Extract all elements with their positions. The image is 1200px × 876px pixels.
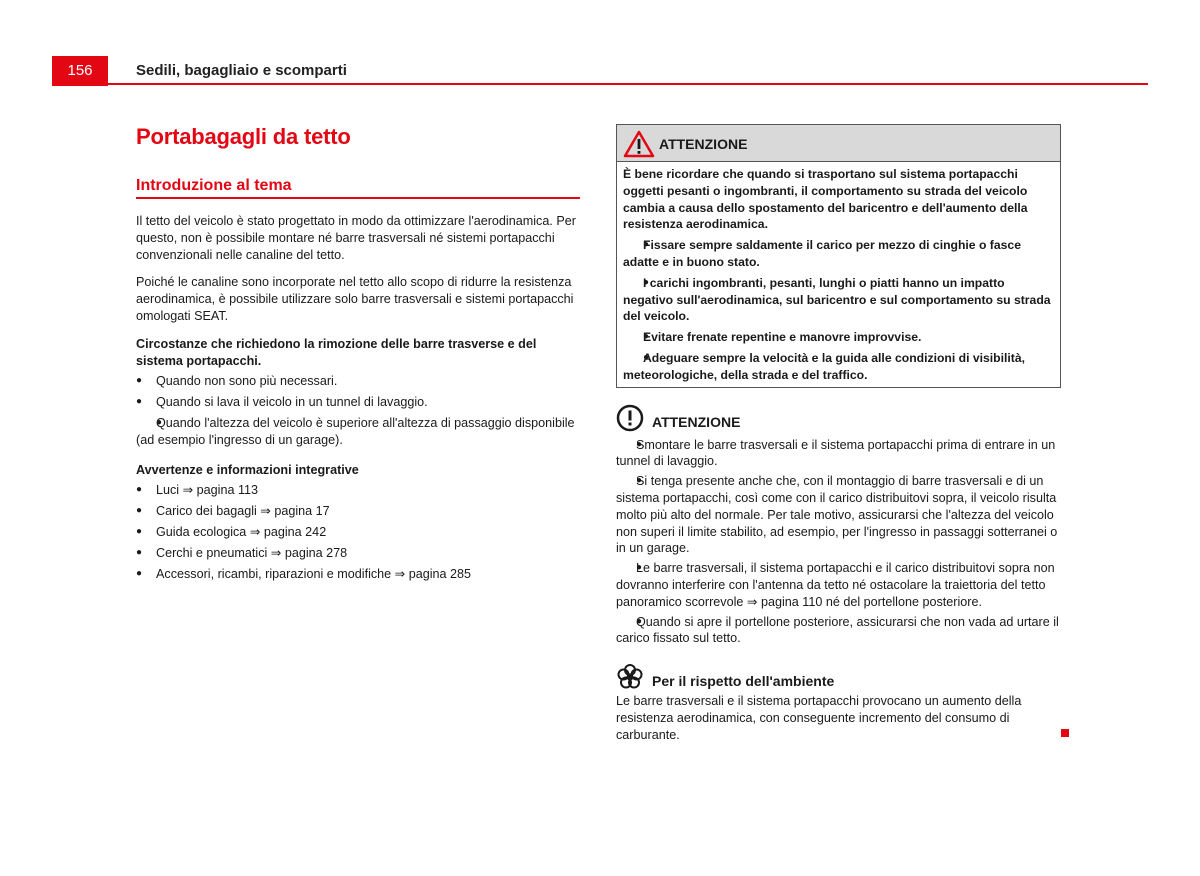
list-item: ● Quando si apre il portellone posteriore, assicurarsi che non vada ad urtare il carico fissato sul tetto. bbox=[616, 614, 1060, 648]
environment-section bbox=[616, 663, 1060, 743]
environment-header bbox=[616, 663, 1060, 693]
page-title: Portabagagli da tetto bbox=[136, 124, 351, 149]
list-item: ● Quando non sono più necessari. bbox=[136, 373, 580, 390]
removal-heading: Circostanze che richiedono la rimozione delle barre trasverse e del sistema portapacchi. bbox=[136, 336, 537, 368]
list-item: ● Quando l'altezza del veicolo è superiore all'altezza di passaggio disponibile (ad esempio l'ingresso di un garage). bbox=[136, 415, 580, 449]
list-item: ● Le barre trasversali, il sistema portapacchi e il carico distribuitovi sopra non dovranno interferire con l'antenna da tetto né ostacolare la traiettoria del tetto panoramico scorrevole ⇒ pagina 110 né del portellone posteriore. bbox=[616, 560, 1060, 610]
list-item: ● Accessori, ricambi, riparazioni e modifiche ⇒ pagina 285 bbox=[136, 566, 580, 583]
warning-title: ATTENZIONE bbox=[659, 136, 748, 152]
caution-title: ATTENZIONE bbox=[652, 413, 741, 430]
warning-list bbox=[623, 237, 1054, 383]
list-item: ● Fissare sempre saldamente il carico per mezzo di cinghie o fasce adatte e in buono stato. bbox=[623, 237, 1054, 271]
chapter-title: Sedili, bagagliaio e scomparti bbox=[136, 62, 347, 79]
list-item: ● Luci ⇒ pagina 113 bbox=[136, 482, 580, 499]
list-item: ● Guida ecologica ⇒ pagina 242 bbox=[136, 524, 580, 541]
right-column bbox=[616, 124, 1060, 744]
warning-body bbox=[617, 162, 1060, 387]
warning-box bbox=[616, 124, 1061, 388]
info-heading: Avvertenze e informazioni integrative bbox=[136, 462, 359, 477]
warning-header bbox=[617, 125, 1060, 162]
list-item: ● Carico dei bagagli ⇒ pagina 17 bbox=[136, 503, 580, 520]
exclamation-circle-icon bbox=[616, 404, 644, 432]
info-list bbox=[136, 482, 580, 582]
environment-title: Per il rispetto dell'ambiente bbox=[652, 673, 835, 690]
warning-triangle-icon bbox=[623, 130, 655, 158]
intro-paragraph-2: Poiché le canaline sono incorporate nel tetto allo scopo di ridurre la resistenza aerodinamica, è possibile utilizzare solo barre trasversali e sistemi portapacchi omologati SEAT. bbox=[136, 275, 574, 323]
list-item: ● Quando si lava il veicolo in un tunnel di lavaggio. bbox=[136, 394, 580, 411]
list-item: ● Smontare le barre trasversali e il sistema portapacchi prima di entrare in un tunnel di lavaggio. bbox=[616, 437, 1060, 471]
list-item: ● Cerchi e pneumatici ⇒ pagina 278 bbox=[136, 545, 580, 562]
end-of-section-marker bbox=[1061, 729, 1069, 737]
caution-list bbox=[616, 437, 1060, 648]
header-rule bbox=[108, 83, 1148, 85]
removal-list bbox=[136, 373, 580, 448]
list-item: ● Evitare frenate repentine e manovre improvvise. bbox=[623, 329, 1054, 346]
list-item: ● Si tenga presente anche che, con il montaggio di barre trasversali e di un sistema portapacchi, così come con il carico distribuitovi sopra, il veicolo risulta molto più alto del normale. Per tale motivo, assicurarsi che l'altezza del veicolo non superi il limite stabilito, ad esempio, per l'ingresso in passaggi sotterranei o in un garage. bbox=[616, 473, 1060, 557]
environment-text: Le barre trasversali e il sistema portapacchi provocano un aumento della resistenza aerodinamica, con conseguente incremento del consumo di carburante. bbox=[616, 694, 1022, 742]
intro-paragraph-1: Il tetto del veicolo è stato progettato in modo da ottimizzare l'aerodinamica. Per questo, non è possibile montare né barre trasversali né sistemi portapacchi convenzionali nelle canaline del tetto. bbox=[136, 214, 576, 262]
left-column bbox=[136, 120, 580, 582]
page-number: 156 bbox=[52, 56, 108, 86]
caution-header bbox=[616, 404, 1060, 434]
caution-section bbox=[616, 404, 1060, 648]
section-heading: Introduzione al tema bbox=[136, 177, 580, 199]
list-item: ● I carichi ingombranti, pesanti, lunghi o piatti hanno un impatto negativo sull'aerodinamica, sul baricentro e sul comportamento su strada del veicolo. bbox=[623, 275, 1054, 325]
list-item: ● Adeguare sempre la velocità e la guida alle condizioni di visibilità, meteorologiche, della strada e del traffico. bbox=[623, 350, 1054, 384]
flower-icon bbox=[616, 663, 644, 691]
warning-intro: È bene ricordare che quando si trasportano sul sistema portapacchi oggetti pesanti o ingombranti, il comportamento su strada del veicolo cambia a causa dello spostamento del baricentro e dell'aumento della resistenza aerodinamica. bbox=[623, 167, 1028, 232]
